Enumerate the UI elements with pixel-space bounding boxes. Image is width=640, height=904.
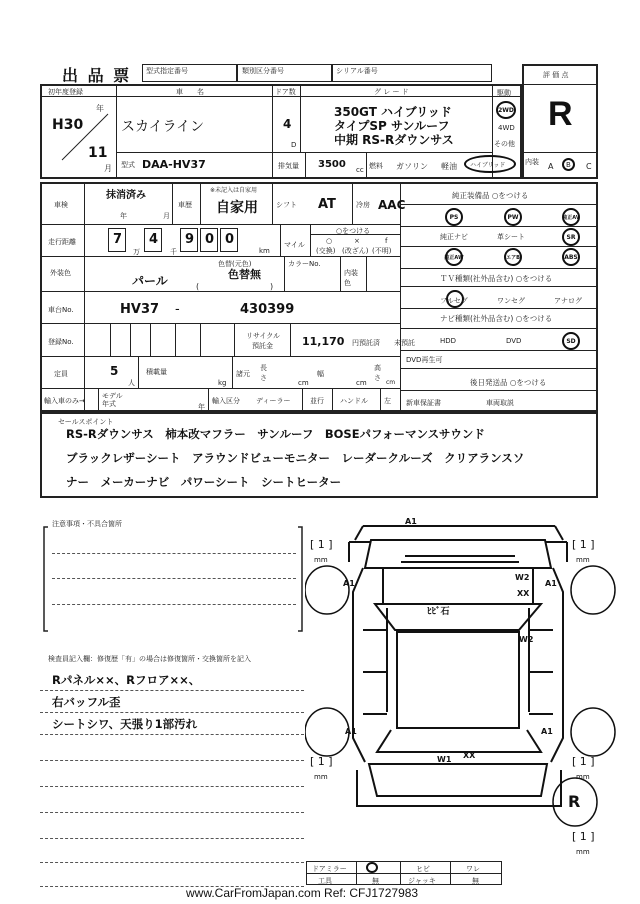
recycle-unpaid-display: 未預託	[394, 339, 415, 347]
model-value: DAA-HV37	[142, 158, 206, 171]
mark-hishi: ﾋﾋﾞ石	[427, 607, 450, 617]
interior-color-label: 内装色	[344, 269, 358, 287]
name-value: スカイライン	[121, 119, 205, 135]
equip-navi: 純正ナビ	[440, 233, 468, 241]
color-value: パール	[132, 274, 168, 288]
mark-a1-rear-right: A1	[541, 727, 553, 736]
tv-title: ＴＶ種類(社外品含む) ○をつける	[440, 274, 553, 283]
break-label: ワレ	[466, 865, 480, 873]
rating-label: 評 価 点	[543, 71, 569, 79]
recycle-label-2: 預託金	[252, 342, 273, 350]
color-change-value: 色替無	[228, 268, 261, 281]
fuel-hybrid: ハイブリッド	[470, 162, 506, 169]
mark-w2-mid: W2	[519, 635, 534, 644]
equip-av: 純正AV	[562, 208, 580, 226]
month-value: 11	[88, 145, 108, 161]
usage-note: ※未記入は自家用	[210, 187, 258, 194]
width-unit: cm	[356, 379, 367, 387]
color-label: 外装色	[50, 269, 71, 277]
tread-fr: [ 1 ]	[572, 538, 595, 551]
after-warranty: 新車保証書	[406, 399, 441, 407]
spare-r-mark: R	[568, 792, 581, 811]
handle-label: ハンドル	[340, 397, 368, 405]
note-line-1: Rパネル××、Rフロア××、	[52, 673, 201, 687]
aftermarket-title: 後日発送品 ○をつける	[470, 378, 547, 387]
shift-value: AT	[318, 197, 336, 212]
recycle-label-1: リサイクル	[246, 332, 281, 340]
color-change-label: 色替(元色)	[218, 260, 252, 268]
mark-a1-front-right: A1	[545, 579, 557, 588]
chassis-label: 車台No.	[48, 306, 74, 314]
length-unit: cm	[298, 379, 309, 387]
usage-value: 自家用	[216, 200, 258, 216]
load-unit: kg	[218, 379, 227, 387]
navi-dvd: DVD	[506, 337, 522, 345]
doors-value: 4	[283, 117, 292, 131]
usage-label: 車歴	[178, 201, 192, 209]
recycle-value: 11,170	[302, 335, 345, 348]
jack-value: 無	[472, 877, 479, 885]
height-unit: cm	[386, 379, 396, 386]
sales-points-label: セールスポイント	[58, 418, 114, 426]
category-label: 類別区分番号	[242, 67, 284, 75]
grade-label: グ レ ー ド	[374, 88, 409, 96]
mark-w2-right: W2	[515, 573, 530, 582]
tv-fullseg-label: フルセグ	[440, 297, 468, 305]
capacity-label: 定員	[54, 370, 68, 378]
door-mirror-mark	[366, 862, 378, 873]
grade-line-1: 350GT ハイブリッド	[334, 105, 452, 119]
model-year-label: モデル年式	[102, 392, 123, 408]
fuel-diesel: 軽油	[441, 162, 457, 171]
mileage-label: 走行距離	[48, 238, 76, 246]
first-reg-label: 初年度登録	[48, 88, 83, 96]
mark-a1-rear-left: A1	[345, 727, 357, 736]
mark-xx-right: XX	[517, 589, 530, 598]
import-type-label: 輸入区分	[212, 397, 240, 405]
mark-xx-rear: XX	[463, 751, 476, 760]
tread-rl: [ 1 ]	[310, 755, 333, 768]
import-parallel: 並行	[310, 397, 324, 405]
chassis-number: 430399	[240, 302, 295, 317]
year-unit: 年	[96, 104, 104, 113]
drive-2wd-circled: 2WD	[496, 101, 516, 119]
sales-line-3: ナー メーカーナビ パワーシート シートヒーター	[66, 475, 342, 489]
mile-label: マイル	[284, 241, 305, 249]
import-dealer: ディーラー	[256, 397, 291, 405]
interior-a: A	[548, 162, 554, 171]
equip-sr: SR	[562, 228, 580, 246]
height-label: 高さ	[374, 364, 381, 382]
dvd-label: DVD再生可	[406, 356, 443, 364]
type-designation-label: 型式指定番号	[146, 67, 188, 75]
width-label: 幅	[317, 370, 324, 378]
sales-line-1: RS-Rダウンサス 柿本改マフラー サンルーフ BOSEパフォーマンスサウンド	[66, 427, 485, 441]
inspection-label: 車検	[54, 201, 68, 209]
drive-label: 駆動	[497, 89, 511, 97]
drive-4wd: 4WD	[498, 124, 515, 132]
jack-label: ジャッキ	[408, 877, 436, 885]
recycle-paid: 円預託済	[352, 339, 380, 347]
source-watermark: www.CarFromJapan.com Ref: CFJ1727983	[186, 886, 419, 900]
after-manual: 車両取説	[486, 399, 514, 407]
capacity-value: 5	[110, 364, 119, 378]
mileage-sen-unit: 千	[170, 248, 177, 256]
tread-fl: [ 1 ]	[310, 538, 333, 551]
serial-label: シリアル番号	[336, 67, 378, 75]
mark-a1-front-left: A1	[343, 579, 355, 588]
doors-label: ドア数	[275, 88, 296, 96]
load-label: 積載量	[146, 368, 167, 376]
tread-spare: [ 1 ]	[572, 830, 595, 843]
mileage-circle-note: ○をつける	[336, 227, 371, 235]
grade-line-3: 中期 RS-Rダウンサス	[334, 133, 454, 147]
year-value: H30	[52, 117, 84, 133]
chassis-prefix: HV37	[120, 302, 160, 317]
equip-airbag: エアB	[504, 248, 522, 266]
tools-label: 工具	[318, 877, 332, 885]
handle-left: 左	[384, 397, 391, 405]
page-title: 出 品 票	[62, 66, 132, 85]
inspector-label: 検査員記入欄：修復歴「有」の場合は修復箇所・交換箇所を記入	[48, 655, 251, 663]
equip-abs: ABS	[562, 248, 580, 266]
interior-b: B	[566, 161, 571, 169]
displacement-unit: cc	[356, 166, 364, 174]
rating-value: R	[548, 95, 573, 133]
fuel-label: 燃料	[369, 162, 383, 170]
car-damage-diagram	[305, 512, 635, 902]
doors-unit: D	[291, 141, 297, 149]
tv-oneseg: ワンセグ	[497, 297, 525, 305]
drive-other: その他	[494, 140, 515, 148]
tv-analog: アナログ	[554, 297, 582, 305]
import-label: 輸入車のみ→	[44, 397, 85, 405]
door-mirror-label: ドアミラー	[312, 865, 347, 873]
registration-label: 登録No.	[48, 338, 74, 346]
shift-label: シフト	[276, 201, 297, 209]
navi-sd: SD	[562, 332, 580, 350]
month-unit: 月	[104, 164, 112, 173]
equip-pw: PW	[504, 208, 522, 226]
mark-w1: W1	[437, 755, 452, 764]
ac-value-display: AAC	[378, 198, 406, 212]
grade-line-2: タイプSP サンルーフ	[334, 119, 450, 133]
mileage-unknown: (不明)	[372, 247, 392, 255]
import-year-unit: 年	[198, 403, 205, 411]
tools-value: 無	[372, 877, 379, 885]
color-no-label: カラーNo.	[288, 260, 321, 268]
ac-label: 冷房	[356, 201, 370, 209]
note-line-2: 右バッフル歪	[52, 695, 121, 709]
equip-leather: 革シート	[497, 233, 525, 241]
interior-label: 内装	[525, 158, 539, 166]
name-label: 車 名	[176, 88, 204, 96]
caution-label: 注意事項・不具合箇所	[52, 520, 122, 528]
inspection-month-unit: 月	[163, 212, 170, 220]
equipment-title: 純正装備品 ○をつける	[452, 191, 529, 200]
tread-rr: [ 1 ]	[572, 755, 595, 768]
sales-line-2: ブラックレザーシート アラウンドビューモニター レーダークルーズ クリアランスソ	[66, 451, 525, 465]
capacity-unit: 人	[128, 379, 135, 387]
inspection-value: 抹消済み	[106, 190, 146, 201]
navi-title: ナビ種類(社外品含む) ○をつける	[440, 314, 553, 323]
crack-label: ヒビ	[416, 865, 430, 873]
model-label: 型式	[121, 161, 135, 169]
displacement-label: 排気量	[278, 162, 299, 170]
equip-ps: PS	[445, 208, 463, 226]
note-line-3: シートシワ、天張り1部汚れ	[52, 717, 198, 731]
dims-label: 諸元	[236, 370, 250, 378]
mileage-modified: (改ざん)	[342, 247, 369, 255]
interior-c: C	[586, 162, 592, 171]
displacement-value: 3500	[318, 159, 346, 170]
fuel-gasoline: ガソリン	[396, 162, 428, 171]
mark-a1-top: A1	[405, 517, 417, 526]
chassis-dash: -	[175, 302, 180, 317]
mileage-man-unit: 万	[133, 248, 140, 256]
mileage-exchange: (交換)	[316, 247, 336, 255]
equip-aw: 純正AW	[445, 248, 463, 266]
inspection-year-unit: 年	[120, 212, 127, 220]
length-label: 長さ	[260, 364, 267, 382]
caution-frame	[42, 525, 306, 635]
navi-hdd: HDD	[440, 337, 457, 345]
mileage-km-unit: km	[259, 247, 270, 255]
